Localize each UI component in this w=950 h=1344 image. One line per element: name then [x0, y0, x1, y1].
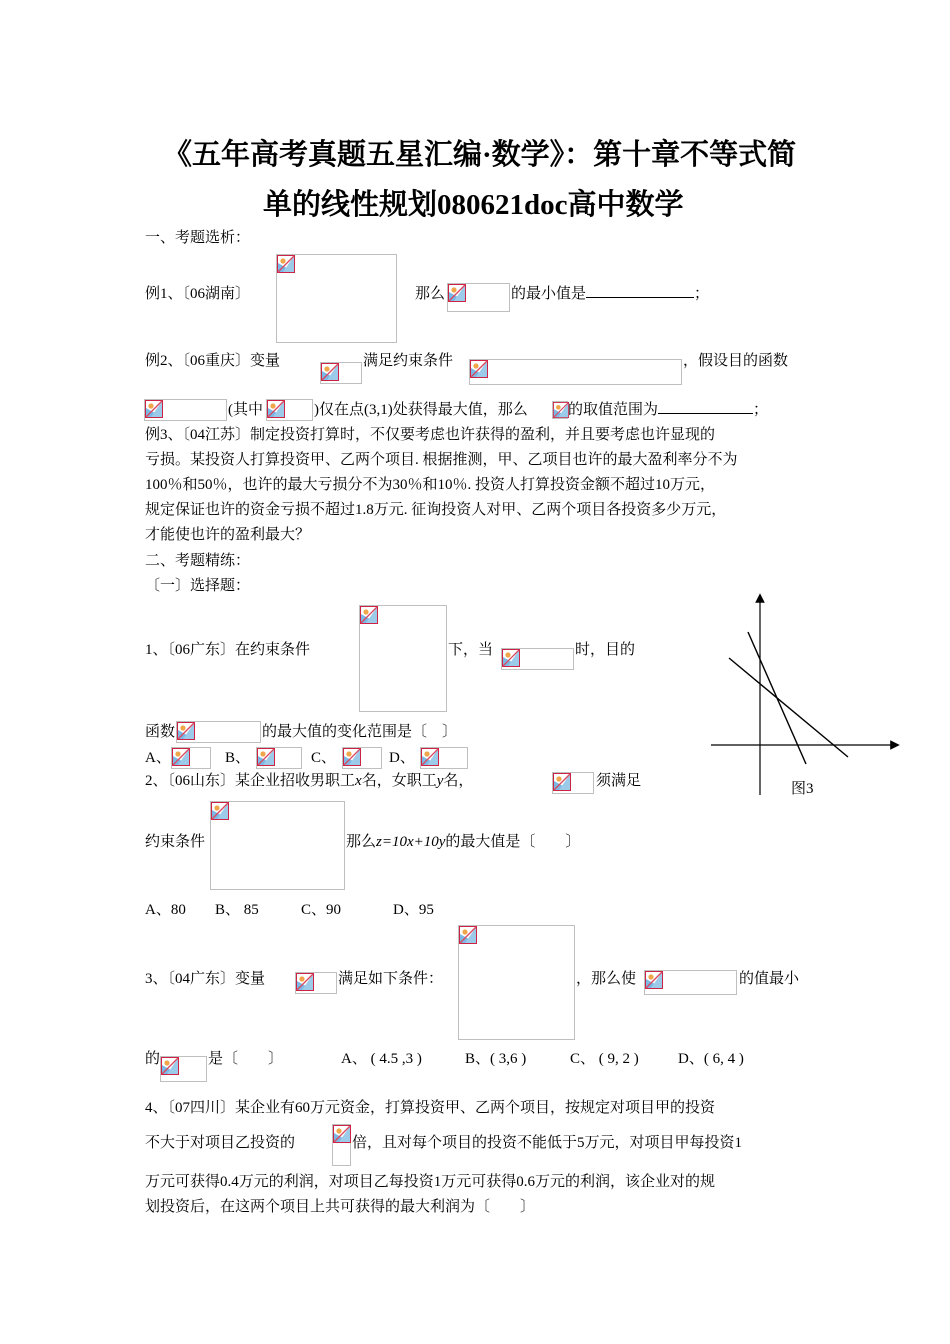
text: 名，女职工 — [361, 773, 437, 789]
broken-image-icon — [502, 649, 520, 667]
option-c: C、90 — [301, 902, 342, 918]
formula-image — [552, 772, 594, 794]
question-3: 3、〔04广东〕变量 — [145, 971, 266, 987]
question-1: 1、〔06广东〕在约束条件 — [145, 642, 311, 658]
broken-image-icon — [145, 400, 163, 418]
variable: x — [355, 773, 362, 789]
option-c: C、 — [311, 750, 337, 766]
text: 名， — [443, 773, 474, 789]
formula-image — [359, 605, 447, 712]
broken-image-icon — [177, 722, 195, 740]
formula-image — [144, 399, 227, 421]
option-b: B、( 3,6 ) — [465, 1051, 527, 1067]
example-1-label: 例1、〔06湖南〕 — [145, 286, 251, 302]
question-2 — [145, 771, 473, 791]
text: 的 — [145, 1051, 161, 1067]
broken-image-icon — [645, 971, 663, 989]
option-a: A、 — [145, 750, 171, 766]
section-heading-2: 二、考题精练： — [145, 553, 251, 569]
text: ，假设目的函数 — [683, 353, 789, 369]
text: ，那么使 — [576, 971, 637, 987]
text: 约束条件 — [145, 834, 206, 850]
broken-image-icon — [459, 926, 477, 944]
question-4-line: 万元可获得0.4万元的利润，对项目乙每投资1万元可获得0.6万元的利润，该企业对的规 — [145, 1174, 716, 1190]
constraint-line — [748, 632, 806, 764]
broken-image-icon — [470, 360, 488, 378]
formula-image — [420, 747, 468, 769]
figure-caption: 图3 — [791, 781, 814, 797]
text: 的取值范围为 — [568, 402, 659, 418]
question-4-line: 不大于对项目乙投资的 — [145, 1135, 296, 1151]
text: (其中 — [228, 402, 263, 418]
formula-image — [447, 283, 510, 312]
doc-title-line2: 单的线性规划080621doc高中数学 — [263, 189, 684, 221]
text: ； — [694, 286, 710, 302]
text: 函数 — [145, 724, 176, 740]
question-4-line: 4、〔07四川〕某企业有60万元资金，打算投资甲、乙两个项目，按规定对项目甲的投资 — [145, 1100, 716, 1116]
example-3-line: 才能使也许的盈利最大？ — [145, 527, 311, 543]
broken-image-icon — [333, 1125, 351, 1143]
example-3-line: 亏损。某投资人打算投资甲、乙两个项目. 根据推测，甲、乙项目也许的最大盈利率分不为 — [145, 452, 738, 468]
broken-image-icon — [277, 255, 295, 273]
broken-image-icon — [421, 748, 439, 766]
broken-image-icon — [257, 748, 275, 766]
question-4-line: 倍，且对每个项目的投资不能低于5万元，对项目甲每投资1 — [352, 1135, 743, 1151]
option-c: C、 ( 9, 2 ) — [570, 1051, 639, 1067]
formula-image — [342, 747, 382, 769]
broken-image-icon — [267, 400, 285, 418]
question-4-line: 划投资后，在这两个项目上共可获得的最大利润为〔 〕 — [145, 1199, 536, 1215]
formula-image — [266, 399, 313, 421]
subsection-heading: 〔一〕选择题： — [145, 578, 251, 594]
text: 是〔 〕 — [208, 1051, 284, 1067]
objective-text — [346, 832, 580, 852]
doc-title-line1: 《五年高考真题五星汇编·数学》：第十章不等式简 — [163, 139, 797, 171]
formula-image — [295, 972, 337, 994]
example-2-label: 例2、〔06重庆〕变量 — [145, 353, 281, 369]
text: 满足如下条件： — [338, 971, 444, 987]
text: 的值最小 — [739, 971, 800, 987]
broken-image-icon — [296, 973, 314, 991]
text: 2、〔06山东〕某企业招收男职工 — [145, 773, 356, 789]
text: 须满足 — [596, 773, 642, 789]
broken-image-icon — [448, 284, 466, 302]
formula-image — [552, 401, 568, 419]
option-d: D、( 6, 4 ) — [678, 1051, 744, 1067]
formula-image — [256, 747, 302, 769]
broken-image-icon — [343, 748, 361, 766]
variable: y — [436, 773, 444, 789]
text: 时，目的 — [575, 642, 636, 658]
text: 下，当 — [448, 642, 494, 658]
formula-image — [276, 254, 397, 343]
option-d: D、 — [389, 750, 415, 766]
formula-image — [458, 925, 575, 1040]
broken-image-icon — [553, 402, 569, 418]
formula-image — [171, 747, 211, 769]
text: )仅在点(3,1)处获得最大值，那么 — [314, 402, 528, 418]
figure-3 — [705, 590, 900, 800]
formula-image — [210, 801, 345, 890]
option-a: A、80 — [145, 902, 186, 918]
formula-image — [644, 970, 737, 995]
text: 那么 — [415, 286, 446, 302]
formula-image — [501, 648, 574, 670]
formula-image — [160, 1056, 207, 1082]
text: 那么 — [346, 834, 377, 850]
objective-formula: z=10x+10y — [376, 834, 446, 850]
text: 满足约束条件 — [363, 353, 454, 369]
broken-image-icon — [360, 606, 378, 624]
section-heading-1: 一、考题选析： — [145, 230, 251, 246]
formula-image — [176, 721, 261, 743]
option-b: B、 — [225, 750, 251, 766]
text: 的最大值的变化范围是〔 〕 — [262, 724, 458, 740]
broken-image-icon — [321, 363, 339, 381]
option-a: A、 ( 4.5 ,3 ) — [341, 1051, 422, 1067]
formula-image — [320, 362, 362, 384]
formula-image — [332, 1124, 351, 1166]
answer-line — [568, 400, 768, 420]
text: 的最小值是 — [511, 286, 587, 302]
formula-image — [469, 359, 682, 385]
broken-image-icon — [172, 748, 190, 766]
example-3-line: 规定保证也许的资金亏损不超过1.8万元. 征询投资人对甲、乙两个项目各投资多少万元， — [145, 502, 727, 518]
option-b: B、 85 — [215, 902, 259, 918]
example-3-line: 100％和50％，也许的最大亏损分不为30％和10％. 投资人打算投资金额不超过10万元， — [145, 477, 716, 493]
broken-image-icon — [211, 802, 229, 820]
broken-image-icon — [161, 1057, 179, 1075]
constraint-line — [729, 658, 848, 757]
example-3-line: 例3、〔04江苏〕制定投资打算时，不仅要考虑也许获得的盈利，并且要考虑也许显现的 — [145, 427, 716, 443]
text: 的最大值是〔 〕 — [445, 834, 581, 850]
answer-line — [511, 284, 709, 304]
text: ； — [753, 402, 769, 418]
option-d: D、95 — [393, 902, 434, 918]
broken-image-icon — [553, 773, 571, 791]
